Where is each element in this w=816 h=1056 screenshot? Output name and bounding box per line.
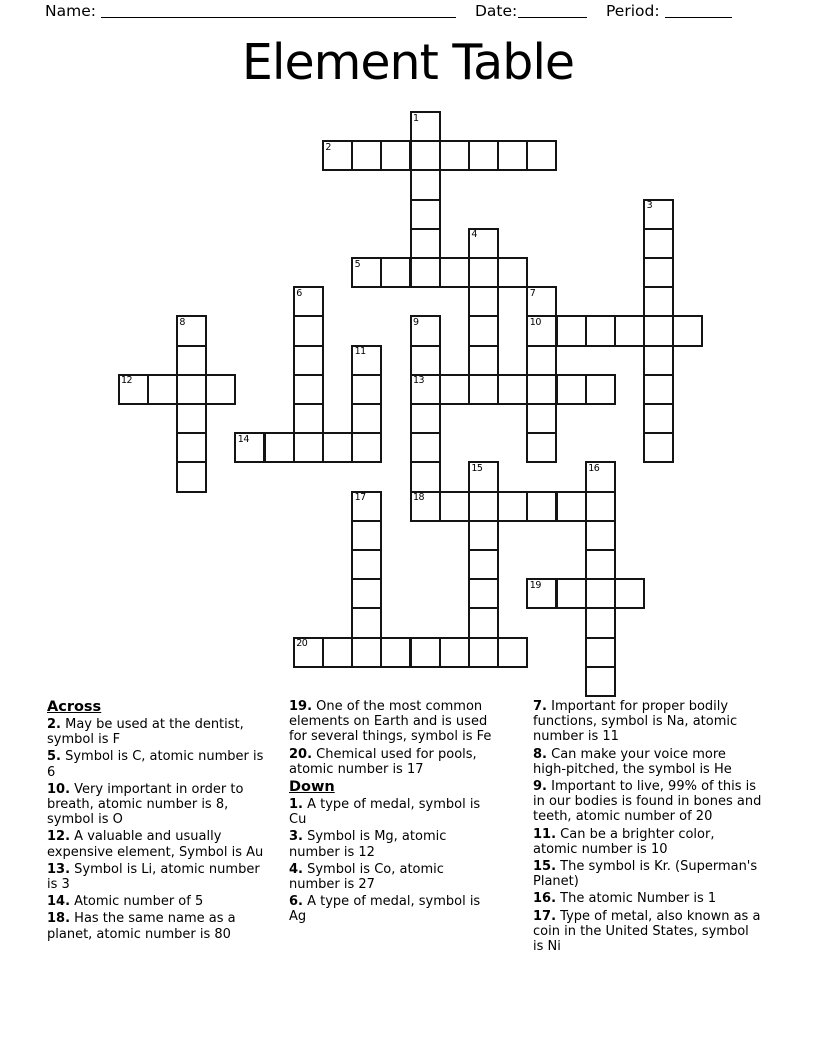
clue-text: Type of metal, also known as a coin in the United States, symbol is Ni: [533, 908, 761, 955]
grid-cell: [556, 578, 587, 609]
grid-cell: [556, 374, 587, 405]
cell-number: 7: [529, 287, 536, 299]
period-label: Period:: [606, 2, 660, 20]
clue-4: [289, 862, 498, 892]
clue-text: Symbol is Li, atomic number is 3: [47, 861, 260, 893]
grid-cell: [585, 578, 616, 609]
clue-column-down: [533, 699, 763, 956]
clue-number: 11.: [533, 826, 557, 842]
cell-number: 2: [325, 141, 331, 153]
grid-cell: [526, 140, 557, 171]
grid-cell: [585, 315, 616, 346]
grid-cell: [293, 315, 324, 346]
grid-cell: [380, 637, 411, 668]
cell-number: 12: [121, 375, 133, 387]
clue-2: [47, 717, 272, 747]
across-heading: Across: [47, 699, 102, 715]
cell-number: 13: [413, 375, 425, 387]
grid-cell: [410, 345, 441, 376]
grid-cell: [410, 403, 441, 434]
grid-cell: [585, 549, 616, 580]
grid-cell: [526, 578, 557, 609]
grid-cell: [351, 491, 382, 522]
grid-cell: [526, 286, 557, 317]
grid-cell: [380, 257, 411, 288]
grid-cell: [293, 403, 324, 434]
grid-cell: [643, 257, 674, 288]
clue-number: 8.: [533, 746, 547, 762]
grid-cell: [410, 374, 441, 405]
clue-number: 5.: [47, 749, 61, 765]
grid-cell: [526, 432, 557, 463]
clue-10: [47, 782, 272, 828]
clue-17: [533, 909, 763, 955]
clue-8: [533, 747, 763, 777]
date-label: Date:: [475, 2, 518, 20]
cell-number: 19: [529, 579, 541, 591]
name-label: Name:: [45, 2, 96, 20]
grid-cell: [410, 169, 441, 200]
grid-cell: [439, 491, 470, 522]
cell-number: 3: [646, 200, 653, 212]
grid-cell: [643, 228, 674, 259]
grid-cell: [526, 374, 557, 405]
grid-cell: [468, 520, 499, 551]
grid-cell: [439, 140, 470, 171]
grid-cell: [351, 345, 382, 376]
clue-18: [47, 911, 272, 941]
cell-number: 14: [237, 433, 249, 445]
clue-3: [289, 829, 498, 859]
cell-number: 17: [354, 492, 366, 504]
grid-cell: [614, 578, 645, 609]
clue-number: 18.: [47, 911, 71, 927]
clue-14: [47, 894, 272, 909]
grid-cell: [672, 315, 703, 346]
clue-6: [289, 894, 498, 924]
cell-number: 8: [179, 316, 185, 328]
clue-number: 16.: [533, 891, 557, 907]
grid-cell: [497, 140, 528, 171]
clue-number: 7.: [533, 699, 547, 714]
grid-cell: [643, 315, 674, 346]
grid-cell: [293, 345, 324, 376]
grid-cell: [176, 345, 207, 376]
clue-number: 14.: [47, 894, 71, 910]
grid-cell: [556, 491, 587, 522]
clue-15: [533, 859, 763, 889]
grid-cell: [410, 257, 441, 288]
grid-cell: [410, 111, 441, 142]
clue-text: Atomic number of 5: [70, 894, 204, 910]
grid-cell: [497, 374, 528, 405]
clue-12: [47, 829, 272, 859]
grid-cell: [439, 637, 470, 668]
grid-cell: [643, 403, 674, 434]
grid-cell: [351, 637, 382, 668]
grid-cell: [643, 286, 674, 317]
grid-cell: [643, 345, 674, 376]
clue-number: 15.: [533, 859, 557, 875]
grid-cell: [176, 403, 207, 434]
grid-cell: [176, 374, 207, 405]
grid-cell: [585, 666, 616, 697]
grid-cell: [264, 432, 295, 463]
grid-cell: [585, 491, 616, 522]
clue-text: The symbol is Kr. (Superman's Planet): [533, 859, 758, 890]
clue-text: May be used at the dentist, symbol is F: [47, 717, 244, 748]
grid-cell: [410, 491, 441, 522]
grid-cell: [526, 315, 557, 346]
cell-number: 10: [529, 316, 541, 328]
grid-cell: [176, 461, 207, 492]
grid-cell: [322, 637, 353, 668]
clue-text: A type of medal, symbol is Cu: [289, 797, 481, 828]
clue-text: Important for proper bodily functions, symbol is Na, atomic number is 11: [533, 699, 738, 745]
grid-cell: [468, 461, 499, 492]
grid-cell: [497, 637, 528, 668]
clue-text: Chemical used for pools, atomic number is 17: [289, 746, 477, 777]
grid-cell: [468, 491, 499, 522]
clue-19: [289, 699, 498, 745]
clue-text: Can make your voice more high-pitched, the symbol is He: [533, 746, 732, 777]
clue-number: 4.: [289, 861, 303, 877]
cell-number: 16: [588, 462, 600, 474]
grid-cell: [556, 315, 587, 346]
clue-text: A valuable and usually expensive element, Symbol is Au: [47, 829, 264, 860]
clue-11: [533, 827, 763, 857]
grid-cell: [497, 257, 528, 288]
clue-9: [533, 779, 763, 825]
grid-cell: [410, 637, 441, 668]
clue-text: Very important in order to breath, atomic number is 8, symbol is O: [47, 781, 244, 828]
grid-cell: [468, 374, 499, 405]
grid-cell: [585, 461, 616, 492]
grid-cell: [351, 140, 382, 171]
grid-cell: [351, 403, 382, 434]
grid-cell: [439, 374, 470, 405]
grid-cell: [468, 345, 499, 376]
grid-cell: [468, 637, 499, 668]
clue-column-middle: [289, 699, 498, 927]
clue-13: [47, 862, 272, 892]
grid-cell: [410, 315, 441, 346]
grid-cell: [322, 432, 353, 463]
cell-number: 4: [471, 229, 477, 241]
grid-cell: [322, 140, 353, 171]
grid-cell: [351, 520, 382, 551]
grid-cell: [351, 607, 382, 638]
grid-cell: [585, 607, 616, 638]
clue-text: Can be a brighter color, atomic number is 10: [533, 826, 715, 857]
grid-cell: [410, 199, 441, 230]
grid-cell: [176, 432, 207, 463]
grid-cell: [351, 257, 382, 288]
grid-cell: [468, 549, 499, 580]
grid-cell: [614, 315, 645, 346]
clue-text: Symbol is C, atomic number is 6: [47, 749, 264, 780]
grid-cell: [410, 140, 441, 171]
cell-number: 6: [296, 287, 302, 299]
grid-cell: [497, 491, 528, 522]
clue-text: Symbol is Mg, atomic number is 12: [289, 829, 447, 860]
grid-cell: [585, 637, 616, 668]
clue-number: 9.: [533, 779, 547, 795]
clue-number: 6.: [289, 894, 303, 910]
clue-number: 20.: [289, 746, 313, 762]
grid-cell: [293, 286, 324, 317]
grid-cell: [526, 345, 557, 376]
grid-cell: [351, 374, 382, 405]
cell-number: 15: [471, 462, 483, 474]
clue-column-across: [47, 699, 272, 944]
grid-cell: [585, 520, 616, 551]
grid-cell: [439, 257, 470, 288]
clue-7: [533, 699, 763, 745]
grid-cell: [205, 374, 236, 405]
cell-number: 1: [413, 112, 419, 124]
grid-cell: [118, 374, 149, 405]
grid-cell: [351, 549, 382, 580]
clue-text: The atomic Number is 1: [556, 891, 717, 907]
grid-cell: [526, 491, 557, 522]
grid-cell: [351, 432, 382, 463]
grid-cell: [643, 374, 674, 405]
clue-number: 10.: [47, 781, 71, 797]
grid-cell: [468, 286, 499, 317]
clue-text: Important to live, 99% of this is in our bodies is found in bones and teeth, atomic number of 20: [533, 779, 762, 825]
grid-cell: [468, 578, 499, 609]
cell-number: 11: [354, 346, 366, 358]
grid-cell: [468, 257, 499, 288]
clue-number: 3.: [289, 829, 303, 845]
grid-cell: [410, 461, 441, 492]
grid-cell: [468, 228, 499, 259]
clue-text: A type of medal, symbol is Ag: [289, 894, 481, 925]
clue-text: Has the same name as a planet, atomic number is 80: [47, 911, 236, 942]
grid-cell: [234, 432, 265, 463]
clue-number: 12.: [47, 829, 71, 845]
grid-cell: [380, 140, 411, 171]
grid-cell: [468, 140, 499, 171]
cell-number: 9: [413, 316, 419, 328]
grid-cell: [351, 578, 382, 609]
grid-cell: [526, 403, 557, 434]
clue-number: 17.: [533, 908, 557, 924]
grid-cell: [643, 199, 674, 230]
grid-cell: [147, 374, 178, 405]
grid-cell: [293, 432, 324, 463]
grid-cell: [643, 432, 674, 463]
grid-cell: [468, 607, 499, 638]
clue-5: [47, 749, 272, 779]
clue-number: 2.: [47, 717, 61, 732]
cell-number: 20: [296, 638, 308, 650]
cell-number: 5: [354, 258, 361, 270]
grid-cell: [468, 315, 499, 346]
grid-cell: [293, 374, 324, 405]
grid-cell: [410, 432, 441, 463]
grid-cell: [176, 315, 207, 346]
clue-16: [533, 891, 763, 906]
down-heading: Down: [289, 779, 335, 796]
clue-1: [289, 797, 498, 827]
clue-number: 13.: [47, 861, 71, 877]
clue-text: One of the most common elements on Earth and is used for several things, symbol is Fe: [289, 699, 492, 745]
clue-text: Symbol is Co, atomic number is 27: [289, 861, 444, 893]
cell-number: 18: [413, 492, 425, 504]
grid-cell: [410, 228, 441, 259]
clue-number: 1.: [289, 797, 303, 813]
clue-number: 19.: [289, 699, 313, 714]
grid-cell: [293, 637, 324, 668]
clue-20: [289, 747, 498, 777]
grid-cell: [585, 374, 616, 405]
worksheet-title: Element Table: [241, 34, 575, 91]
